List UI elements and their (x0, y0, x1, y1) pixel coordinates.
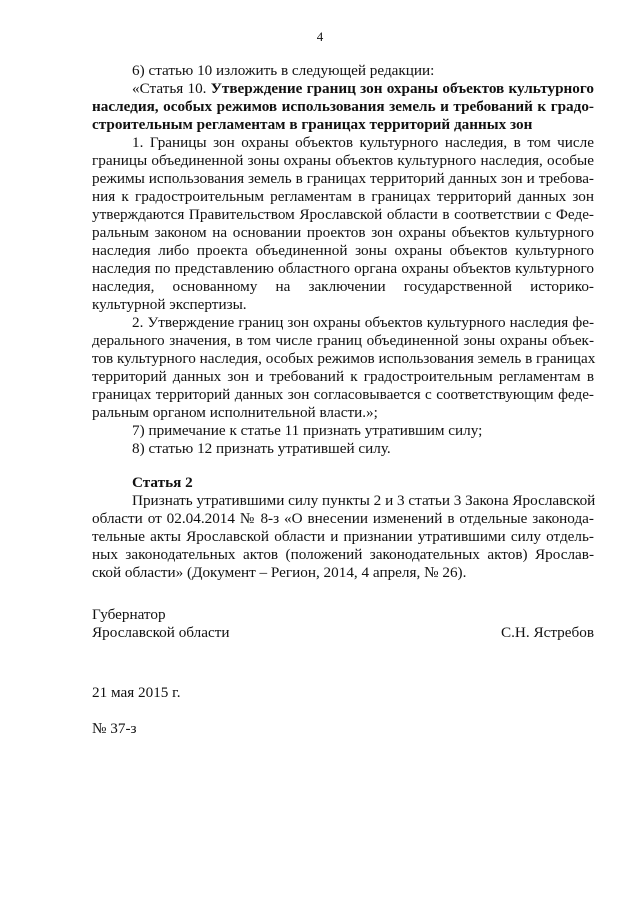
article-10-prefix: «Статья 10. (132, 80, 211, 97)
number-text: № 37-з (92, 720, 137, 737)
paragraph-1-line: наследия по представлению областного органа охраны объектов культурного (92, 260, 594, 277)
article-10-heading-line-1 (92, 80, 594, 98)
item-7: 7) примечание к статье 11 признать утратившим силу; (132, 422, 483, 439)
paragraph-2-line: тов культурного наследия, особых режимов использования земель в границах (92, 350, 596, 367)
signatory-title-line-1: Губернатор (92, 606, 166, 623)
document-body (92, 62, 594, 582)
date-text: 21 мая 2015 г. (92, 684, 181, 701)
paragraph-2-line: 2. Утверждение границ зон охраны объектов культурного наследия фе- (132, 314, 594, 331)
article-10-heading-line-2: наследия, особых режимов использования земель и требований к градо- (92, 98, 594, 115)
section-gap (92, 458, 594, 474)
article-10-title: Утверждение границ зон охраны объектов культурного (210, 80, 594, 97)
item-6: 6) статью 10 изложить в следующей редакции: (132, 62, 435, 79)
paragraph-1-line: наследия, основанному на заключении государственной историко- (92, 278, 594, 295)
paragraph-1-line: наследия либо проекта объединенной зоны охраны объектов культурного (92, 242, 594, 259)
signature-block (92, 606, 594, 642)
article-2-line: области от 02.04.2014 № 8-з «О внесении изменений в отдельные законода- (92, 510, 594, 527)
item-8: 8) статью 12 признать утратившей силу. (132, 440, 391, 457)
article-10-heading-line-3: строительным регламентам в границах территорий данных зон (92, 116, 533, 133)
page-number: 4 (316, 29, 324, 44)
signatory-title-line-2-row (92, 624, 594, 642)
article-2-line: ской области» (Документ – Регион, 2014, 4 апреля, № 26). (92, 564, 467, 581)
paragraph-1-line: утверждаются Правительством Ярославской области в соответствии с Феде- (92, 206, 594, 223)
article-2-line: тельные акты Ярославской области и признании утратившими силу отдель- (92, 528, 594, 545)
paragraph-1-line: режимы использования земель в границах территорий данных зон и требова- (92, 170, 594, 187)
paragraph-2-line: дерального значения, в том числе границ объединенной зоны охраны объек- (92, 332, 594, 349)
paragraph-1-line: 1. Границы зон охраны объектов культурного наследия, в том числе (132, 134, 594, 151)
signatory-name: С.Н. Ястребов (500, 624, 594, 641)
paragraph-2-line: ральным органом исполнительной власти.»; (92, 404, 378, 421)
paragraph-1-line: ральным законом на основании проектов зон охраны объектов культурного (92, 224, 594, 241)
document-date (92, 684, 594, 702)
signatory-title-line-2: Ярославской области (92, 624, 230, 641)
document-number (92, 720, 594, 738)
article-2-line: ных законодательных актов (положений законодательных актов) Ярослав- (92, 546, 594, 563)
article-2-line: Признать утратившими силу пункты 2 и 3 статьи 3 Закона Ярославской (132, 492, 596, 509)
paragraph-1-line: границы объединенной зоны охраны объектов культурного наследия, особые (92, 152, 594, 169)
paragraph-2-line: территорий данных зон и требований к градостроительным регламентам в (92, 368, 594, 385)
paragraph-1-line: культурной экспертизы. (92, 296, 247, 313)
paragraph-1-line: ния к градостроительным регламентам в границах территорий данных зон (92, 188, 594, 205)
article-2-heading: Статья 2 (132, 474, 193, 491)
paragraph-2-line: границах территорий данных зон согласовывается с соответствующим феде- (92, 386, 594, 403)
